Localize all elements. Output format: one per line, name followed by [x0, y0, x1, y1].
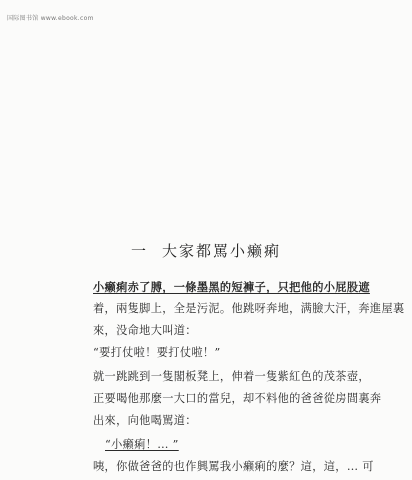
text-line: 正要喝他那麼一大口的當兒，却不料他的爸爸從房間裏奔 — [93, 392, 382, 405]
body-line-4 — [93, 346, 221, 360]
body-line-6 — [93, 392, 381, 406]
chapter-heading — [0, 240, 412, 261]
text-line: 着，兩隻脚上，全是污泥。他跳呀奔地，满臉大汗，奔進屋裏 — [93, 302, 405, 315]
body-line-2 — [93, 302, 405, 316]
body-line-5 — [93, 370, 370, 384]
text-line: 出來，向他喝駡道： — [93, 414, 197, 427]
body-line-8 — [105, 438, 179, 452]
text-line: “小癞痢！… ” — [105, 438, 179, 451]
text-line: 就一跳跳到一隻閣板凳上，伸着一隻紫紅色的茂茶壺， — [93, 370, 370, 383]
text-line: “要打仗啦！要打仗啦！” — [93, 346, 221, 359]
body-line-1 — [93, 280, 370, 295]
watermark-text: 国际图书馆 www.ebook.com — [7, 15, 94, 22]
chapter-title: 大家都罵小癞痢 — [162, 242, 282, 260]
body-line-3 — [93, 324, 197, 338]
chapter-number: 一 — [130, 242, 148, 260]
text-line: 來，没命地大叫道： — [93, 324, 197, 337]
text-line: 咦，你做爸爸的也作興罵我小癞痢的麼？這，這，… 可 — [93, 460, 374, 473]
body-line-9 — [93, 460, 374, 474]
text-line: 小癞痢赤了膊，一條墨黑的短褲子，只把他的小屁股遮 — [93, 280, 370, 294]
body-line-7 — [93, 414, 197, 428]
